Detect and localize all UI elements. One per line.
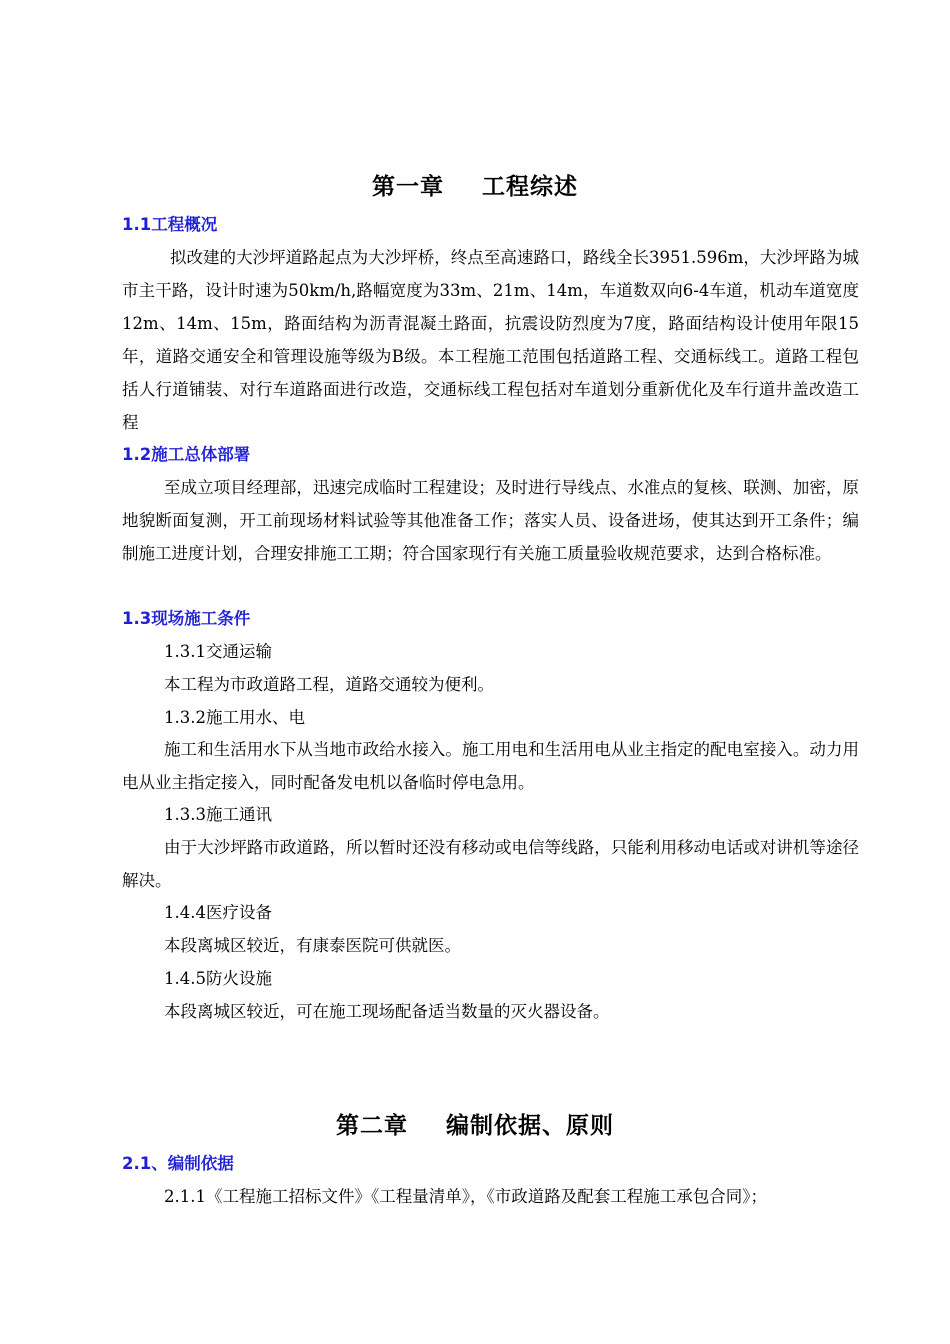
chapter-1-title bbox=[0, 172, 950, 202]
section-2-1-body: 2.1.1《工程施工招标文件》《工程量清单》，《市政道路及配套工程施工承包合同》； bbox=[164, 1187, 767, 1206]
chapter-2-number: 第二章 bbox=[336, 1113, 408, 1139]
subsection-1-3-1-title: 1.3.1交通运输 bbox=[164, 642, 272, 661]
section-1-1-heading: 1.1工程概况 bbox=[122, 215, 218, 234]
subsection-1-4-4-title: 1.4.4医疗设备 bbox=[164, 903, 272, 922]
subsection-1-3-2-body: 施工和生活用水下从当地市政给水接入。施工用电和生活用电从业主指定的配电室接入。动力用电从业主指定接入，同时配备发电机以备临时停电急用。 bbox=[122, 740, 859, 792]
chapter-2-name: 编制依据、原则 bbox=[446, 1113, 614, 1139]
section-1-2-body: 至成立项目经理部，迅速完成临时工程建设；及时进行导线点、水准点的复核、联测、加密，原地貌断面复测，开工前现场材料试验等其他准备工作；落实人员、设备进场，使其达到开工条件；编制施工进度计划，合理安排施工工期；符合国家现行有关施工质量验收规范要求，达到合格标准。 bbox=[122, 478, 859, 563]
chapter-1-number: 第一章 bbox=[372, 174, 444, 200]
section-1-3-heading: 1.3现场施工条件 bbox=[122, 609, 251, 628]
section-1-2-heading: 1.2施工总体部署 bbox=[122, 445, 251, 464]
chapter-1-name: 工程综述 bbox=[482, 174, 578, 200]
chapter-2-title bbox=[0, 1111, 950, 1141]
subsection-1-3-1-body: 本工程为市政道路工程，道路交通较为便利。 bbox=[164, 675, 494, 694]
subsection-1-3-2-title: 1.3.2施工用水、电 bbox=[164, 708, 305, 727]
subsection-1-4-4-body: 本段离城区较近，有康泰医院可供就医。 bbox=[164, 936, 461, 955]
subsection-1-4-5-title: 1.4.5防火设施 bbox=[164, 969, 272, 988]
section-2-1-heading: 2.1、编制依据 bbox=[122, 1154, 234, 1173]
subsection-1-4-5-body: 本段离城区较近，可在施工现场配备适当数量的灭火器设备。 bbox=[164, 1002, 610, 1021]
section-1-1-body: 拟改建的大沙坪道路起点为大沙坪桥，终点至高速路口，路线全长3951.596m，大沙坪路为城市主干路，设计时速为50km/h,路幅宽度为33m、21m、14m，车道数双向6-4车道，机动车道宽度12m、14m、15m，路面结构为沥青混凝土路面，抗震设防烈度为7度，路面结构设计使用年限15年，道路交通安全和管理设施等级为B级。本工程施工范围包括道路工程、交通标线工。道路工程包括人行道铺装、对行车道路面进行改造，交通标线工程包括对车道划分重新优化及车行道井盖改造工程 bbox=[122, 248, 859, 432]
subsection-1-3-3-body: 由于大沙坪路市政道路，所以暂时还没有移动或电信等线路，只能利用移动电话或对讲机等途径解决。 bbox=[122, 838, 859, 890]
subsection-1-3-3-title: 1.3.3施工通讯 bbox=[164, 805, 272, 824]
